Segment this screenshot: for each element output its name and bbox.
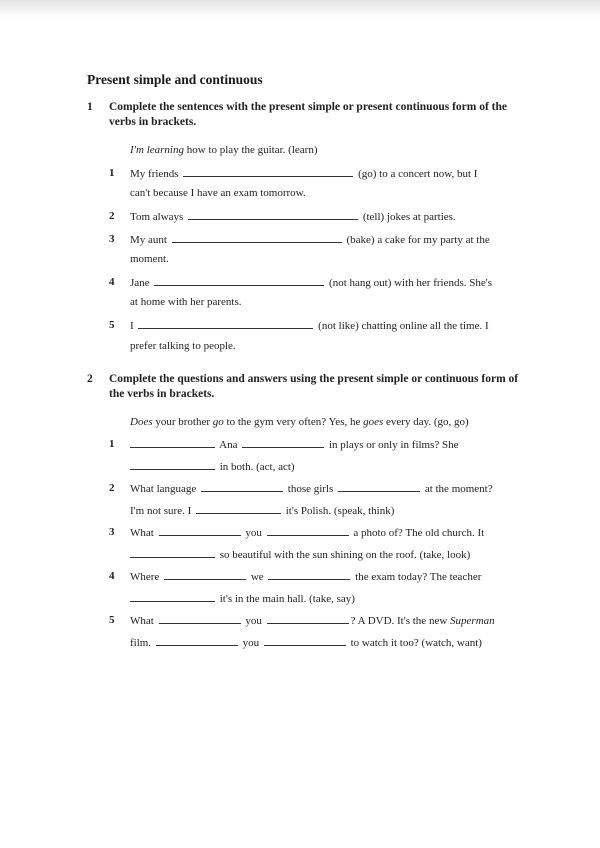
answer-blank[interactable] — [267, 525, 349, 536]
example-text: how to play the guitar. (learn) — [186, 144, 318, 156]
exercise-1-number: 1 — [87, 101, 93, 113]
ex2-text: a photo of? The old church. It — [353, 527, 485, 539]
example-part: goes — [363, 416, 384, 428]
exercise-2-example — [130, 415, 469, 429]
ex2-italic-text: Superman — [450, 615, 495, 627]
example-part: your brother — [155, 416, 211, 428]
ex2-text: at the moment? — [424, 483, 493, 495]
answer-blank[interactable] — [164, 569, 246, 580]
ex1-item-2-end: (tell) jokes at parties. — [362, 211, 456, 223]
ex1-item-5-end: (not like) chatting online all the time. I — [318, 320, 489, 332]
ex1-item-number: 3 — [109, 233, 115, 245]
ex2-text: those girls — [287, 483, 334, 495]
ex1-item-4-continued: at home with her parents. — [130, 296, 242, 308]
example-part: every day. (go, go) — [386, 416, 469, 428]
ex2-text: What language — [130, 483, 197, 495]
ex2-item-2-line2 — [130, 503, 394, 518]
answer-blank[interactable] — [196, 503, 281, 514]
ex2-text: to watch it too? (watch, want) — [350, 637, 482, 649]
ex1-item-number: 2 — [109, 210, 115, 222]
answer-blank[interactable] — [159, 613, 241, 624]
ex2-text: you — [245, 527, 262, 539]
ex1-item-5-continued: prefer talking to people. — [130, 340, 236, 352]
exercise-1-instruction: Complete the sentences with the present simple or present continuous form of the verbs in brackets. — [109, 101, 507, 128]
example-part: Does — [130, 416, 153, 428]
ex2-item-3 — [130, 525, 484, 540]
ex1-item-4-end: (not hang out) with her friends. She's — [329, 277, 493, 289]
ex2-item-4 — [130, 569, 481, 584]
answer-blank[interactable] — [242, 437, 324, 448]
answer-blank[interactable] — [138, 318, 313, 329]
ex1-item-3 — [130, 232, 490, 247]
ex1-item-1-continued: can't because I have an exam tomorrow. — [130, 187, 306, 199]
ex1-item-number: 1 — [109, 167, 115, 179]
ex2-item-3-line2 — [130, 547, 470, 562]
ex2-item-1-line2 — [130, 459, 295, 474]
ex2-text: so beautiful with the sun shining on the roof. (take, look) — [219, 549, 471, 561]
example-part: to the gym very often? Yes, he — [226, 416, 361, 428]
ex2-text: it's Polish. (speak, think) — [285, 505, 395, 517]
ex1-item-3-start: My aunt — [130, 234, 167, 246]
ex1-item-3-continued: moment. — [130, 253, 169, 265]
ex2-text: it's in the main hall. (take, say) — [219, 593, 355, 605]
ex1-item-2 — [130, 209, 456, 224]
ex1-item-5 — [130, 318, 489, 333]
answer-blank[interactable] — [264, 635, 346, 646]
example-answer: I'm learning — [130, 144, 184, 156]
ex2-item-number: 2 — [109, 482, 115, 494]
answer-blank[interactable] — [130, 437, 215, 448]
ex2-item-number: 5 — [109, 614, 115, 626]
answer-blank[interactable] — [338, 481, 420, 492]
exercise-2-instruction: Complete the questions and answers using the present simple or continuous form of the verbs in brackets. — [109, 373, 519, 400]
answer-blank[interactable] — [188, 209, 358, 220]
ex2-text: in both. (act, act) — [219, 461, 295, 473]
answer-blank[interactable] — [130, 459, 215, 470]
answer-blank[interactable] — [172, 232, 342, 243]
answer-blank[interactable] — [156, 635, 238, 646]
ex1-item-1-end: (go) to a concert now, but I — [358, 168, 478, 180]
ex1-item-number: 5 — [109, 319, 115, 331]
ex2-text: Where — [130, 571, 160, 583]
answer-blank[interactable] — [267, 613, 349, 624]
ex2-text: we — [250, 571, 264, 583]
ex2-item-5-line2 — [130, 635, 482, 650]
ex2-text: film. — [130, 637, 152, 649]
ex2-text: ? A DVD. It's the new — [350, 615, 448, 627]
ex1-item-1 — [130, 166, 477, 181]
exercise-2-number: 2 — [87, 373, 93, 385]
ex2-text: you — [242, 637, 260, 649]
ex2-text: Ana — [219, 439, 238, 451]
ex1-item-3-end: (bake) a cake for my party at the — [346, 234, 490, 246]
page-title: Present simple and continuous — [87, 72, 263, 87]
ex1-item-4-start: Jane — [130, 277, 150, 289]
ex1-item-1-start: My friends — [130, 168, 179, 180]
ex2-item-1 — [130, 437, 459, 452]
ex2-item-2 — [130, 481, 493, 496]
ex1-item-2-start: Tom always — [130, 211, 184, 223]
ex2-item-4-line2 — [130, 591, 355, 606]
ex2-text: in plays or only in films? She — [328, 439, 459, 451]
ex2-item-5 — [130, 613, 495, 628]
answer-blank[interactable] — [159, 525, 241, 536]
answer-blank[interactable] — [130, 591, 215, 602]
ex2-item-number: 1 — [109, 438, 115, 450]
exercise-1-example — [130, 143, 318, 157]
answer-blank[interactable] — [154, 275, 324, 286]
example-part: go — [212, 416, 224, 428]
answer-blank[interactable] — [201, 481, 283, 492]
ex1-item-5-start: I — [130, 320, 134, 332]
answer-blank[interactable] — [130, 547, 215, 558]
ex2-text: What — [130, 527, 154, 539]
ex1-item-number: 4 — [109, 276, 115, 288]
ex2-item-number: 4 — [109, 570, 115, 582]
ex2-item-number: 3 — [109, 526, 115, 538]
ex2-text: What — [130, 615, 154, 627]
answer-blank[interactable] — [268, 569, 350, 580]
ex2-text: you — [245, 615, 262, 627]
answer-blank[interactable] — [183, 166, 353, 177]
ex2-text: the exam today? The teacher — [355, 571, 482, 583]
ex2-text: I'm not sure. I — [130, 505, 192, 517]
ex1-item-4 — [130, 275, 492, 290]
